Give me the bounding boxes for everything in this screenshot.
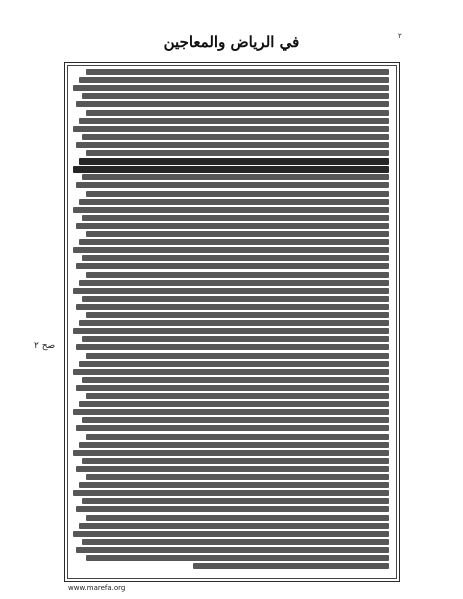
text-line xyxy=(79,77,389,83)
text-line xyxy=(76,142,389,148)
text-line xyxy=(76,344,389,350)
text-line xyxy=(82,296,389,302)
text-line xyxy=(76,385,389,391)
text-line xyxy=(82,134,389,140)
text-line xyxy=(73,166,389,173)
text-line xyxy=(79,361,389,367)
text-line xyxy=(76,263,389,269)
text-line xyxy=(79,239,389,245)
text-line xyxy=(73,409,389,415)
page-number: ٢ xyxy=(398,32,402,40)
text-line xyxy=(73,369,389,375)
text-line xyxy=(82,417,389,423)
text-line xyxy=(79,401,389,407)
text-line xyxy=(73,288,389,294)
text-line xyxy=(86,353,389,359)
text-line xyxy=(86,191,389,197)
text-line xyxy=(79,118,389,124)
text-line xyxy=(76,466,389,472)
text-line xyxy=(82,377,389,383)
text-line xyxy=(82,255,389,261)
text-line xyxy=(76,547,389,553)
text-line xyxy=(73,490,389,496)
text-line xyxy=(79,199,389,205)
text-line xyxy=(73,126,389,132)
text-line xyxy=(79,158,389,165)
text-line xyxy=(82,539,389,545)
page-header-title: في الرياض والمعاجين xyxy=(163,33,300,51)
text-line xyxy=(79,523,389,529)
text-line xyxy=(82,215,389,221)
text-line xyxy=(82,93,389,99)
text-line xyxy=(86,312,389,318)
text-line xyxy=(82,336,389,342)
text-line xyxy=(86,434,389,440)
text-line xyxy=(86,110,389,116)
text-line xyxy=(76,101,389,107)
text-line xyxy=(73,247,389,253)
text-line xyxy=(86,393,389,399)
text-line xyxy=(73,328,389,334)
text-line xyxy=(73,207,389,213)
text-line xyxy=(76,223,389,229)
text-line xyxy=(76,182,389,188)
text-line xyxy=(193,563,389,569)
text-line xyxy=(73,450,389,456)
text-line xyxy=(73,531,389,537)
text-line xyxy=(86,231,389,237)
margin-note: صح ٢ xyxy=(34,341,56,351)
text-line xyxy=(76,425,389,431)
text-line xyxy=(79,482,389,488)
text-line xyxy=(82,458,389,464)
text-line xyxy=(86,555,389,561)
text-line xyxy=(76,304,389,310)
text-line xyxy=(82,174,389,180)
site-watermark: www.marefa.org xyxy=(68,584,126,592)
text-line xyxy=(86,272,389,278)
text-line xyxy=(79,320,389,326)
text-line xyxy=(86,150,389,156)
text-line xyxy=(86,69,389,75)
text-line xyxy=(79,442,389,448)
text-line xyxy=(82,498,389,504)
text-line xyxy=(76,506,389,512)
text-line xyxy=(86,474,389,480)
text-line xyxy=(73,85,389,91)
text-line xyxy=(86,515,389,521)
manuscript-text-block xyxy=(73,69,389,575)
text-line xyxy=(79,280,389,286)
